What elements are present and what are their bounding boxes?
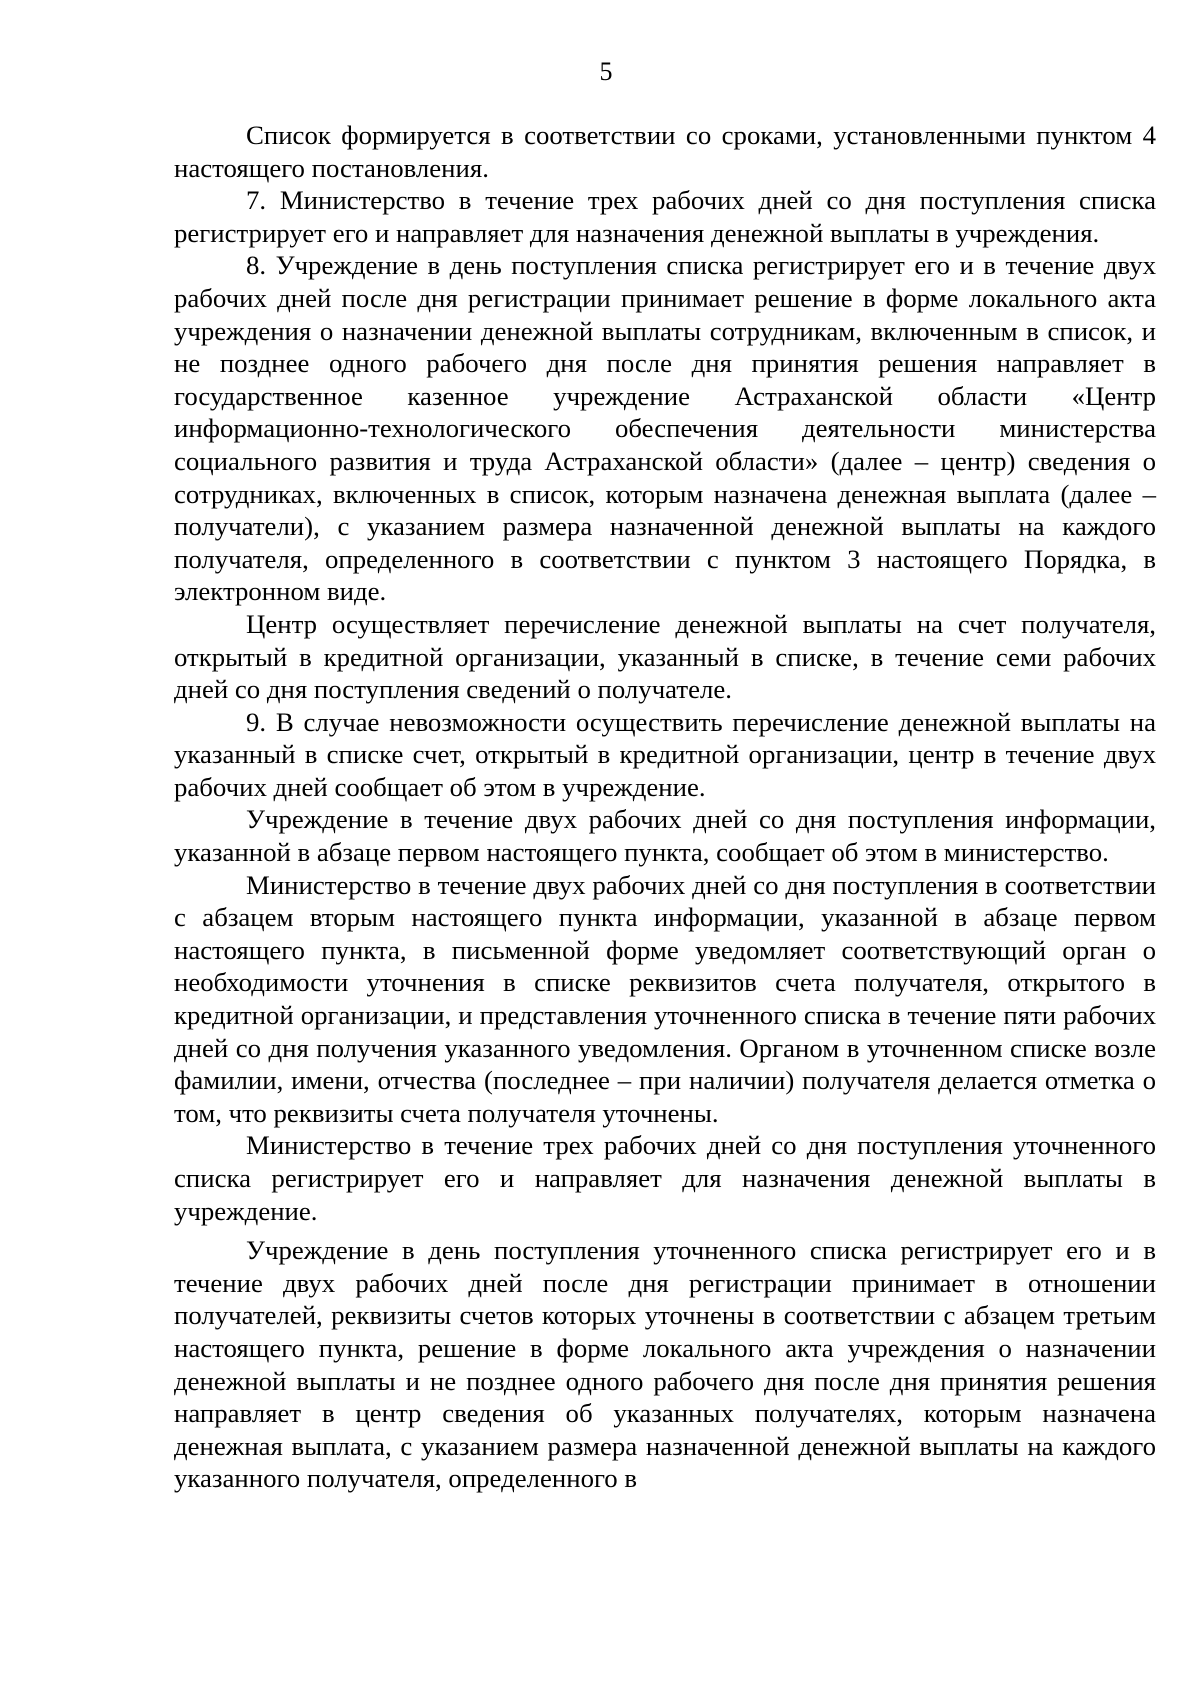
- paragraph-ministry-notice: Министерство в течение двух рабочих дней со дня поступления в соответствии с абзацем вторым настоящего пункта информации, указанной в абзаце первом настоящего пункта, в письменной форме уведомляет соответствующий орган о необходимости уточнения в списке реквизитов счета получателя, открытого в кредитной организации, и представления уточненного списка в течение пяти рабочих дней со дня получения указанного уведомления. Органом в уточненном списке возле фамилии, имени, отчества (последнее – при наличии) получателя делается отметка о том, что реквизиты счета получателя уточнены.: [174, 869, 1156, 1128]
- paragraph-list-formation: Список формируется в соответствии со сроками, установленными пунктом 4 настоящего постановления.: [174, 120, 1156, 183]
- page-number: 5: [599, 57, 613, 86]
- paragraph-ministry-registration: Министерство в течение трех рабочих дней со дня поступления уточненного списка регистрирует его и направляет для назначения денежной выплаты в учреждение.: [174, 1130, 1156, 1226]
- paragraph-center-transfer: Центр осуществляет перечисление денежной выплаты на счет получателя, открытый в кредитной организации, указанный в списке, в течение семи рабочих дней со дня поступления сведений о получателе.: [174, 608, 1156, 705]
- paragraph-item-7: 7. Министерство в течение трех рабочих дней со дня поступления списка регистрирует его и направляет для назначения денежной выплаты в учреждения.: [174, 185, 1156, 248]
- paragraph-institution-notice: Учреждение в течение двух рабочих дней со дня поступления информации, указанной в абзаце первом настоящего пункта, сообщает об этом в министерство.: [174, 804, 1156, 868]
- document-body: [174, 119, 1156, 1495]
- paragraph-institution-decision: Учреждение в день поступления уточненного списка регистрирует его и в течение двух рабочих дней после дня регистрации принимает в отношении получателей, реквизиты счетов которых уточнены в соответствии с абзацем третьим настоящего пункта, решение в форме локального акта учреждения о назначении денежной выплаты и не позднее одного рабочего дня после дня принятия решения направляет в центр сведения об указанных получателях, которым назначена денежная выплата, с указанием размера назначенной денежной выплаты на каждого указанного получателя, определенного в: [174, 1235, 1156, 1494]
- paragraph-item-9: 9. В случае невозможности осуществить перечисление денежной выплаты на указанный в списке счет, открытый в кредитной организации, центр в течение двух рабочих дней сообщает об этом в учреждение.: [174, 706, 1156, 802]
- paragraph-item-8: 8. Учреждение в день поступления списка регистрирует его и в течение двух рабочих дней после дня регистрации принимает решение в форме локального акта учреждения о назначении денежной выплаты сотрудникам, включенным в список, и не позднее одного рабочего дня после дня принятия решения направляет в государственное казенное учреждение Астраханской области «Центр информационно-технологического обеспечения деятельности министерства социального развития и труда Астраханской области» (далее – центр) сведения о сотрудниках, включенных в список, которым назначена денежная выплата (далее – получатели), с указанием размера назначенной денежной выплаты на каждого получателя, определенного в соответствии с пунктом 3 настоящего Порядка, в электронном виде.: [174, 250, 1156, 607]
